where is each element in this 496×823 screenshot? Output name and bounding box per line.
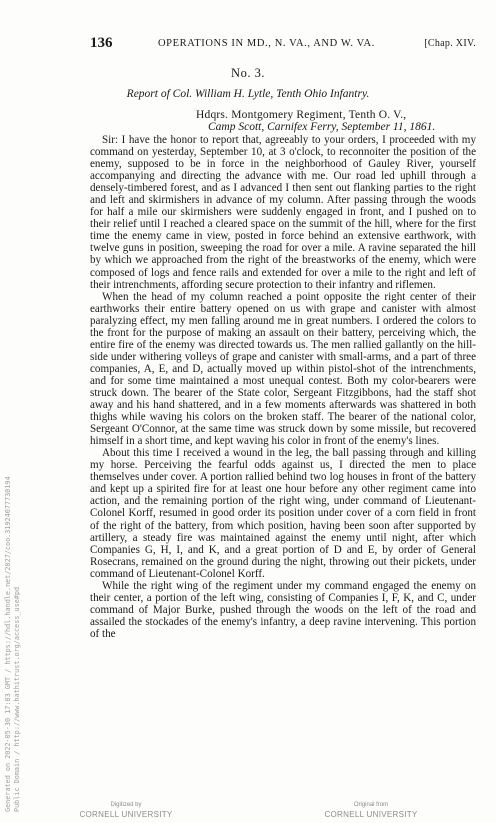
paragraph: When the head of my column reached a point opposite the right center of their earthworks their entire battery opened on us with grape and canister with almost paralyzing effect, my men falling around me in great numbers. I ordered the colors to the front for the purpose of making an assault on their battery, perceiving which, the entire fire of the enemy was directed towards us. The men rallied gallantly on the hill-side under withering volleys of grape and canister with small-arms, and a part of three companies, A, E, and D, actually moved up within pistol-shot of the intrenchments, and for some time maintained a most unequal contest. Both my color-bearers were struck down. The bearer of the State color, Sergeant Fitzgibbons, had the staff shot away and his hand shattered, and in a few moments afterwards was shattered in both thighs while waving his colors on the broken staff. The bearer of the national color, Sergeant O'Connor, at the same time was struck down by some missile, but recovered himself in a short time, and kept waving his color in front of the enemy's lines.	[90, 290, 476, 448]
paragraph: About this time I received a wound in the leg, the ball passing through and killing my horse. Perceiving the fearful odds against us, I directed the men to place themselves under cover. A portion rallied behind two log houses in front of the battery and kept up a spirited fire for at least one hour before any other regiment came into action, and the remaining portion of the right wing, under command of Lieutenant-Colonel Korff, resumed in good order its position under cover of a corn field in front of the right of the battery, from which position, having been soon after supported by artillery, a steady fire was maintained against the enemy until night, after which Companies G, H, I, and K, and a great portion of D and E, by order of General Rosecrans, remained on the ground during the night, throwing out their pickets, under command of Lieutenant-Colonel Korff.	[90, 447, 476, 580]
place-date-line: Camp Scott, Carnifex Ferry, September 11, 1861.	[208, 121, 436, 133]
watermark-line: Generated on 2022-05-30 17:03 GMT / https://hdl.handle.net/2027/coo.31924077730194	[4, 476, 12, 812]
watermark-line: Public Domain / http://www.hathitrust.org/access_use#pd	[13, 586, 21, 812]
original-from-mark	[316, 801, 426, 819]
running-title: OPERATIONS IN MD., N. VA., AND W. VA.	[158, 38, 375, 49]
paragraph: While the right wing of the regiment under my command engaged the enemy on their center, a portion of the left wing, consisting of Companies I, F, K, and C, under command of Major Burke, pushed through the woods on the left of the road and assailed the stockades of the enemy's infantry, a deep ravine intervening. This portion of the	[90, 579, 476, 640]
hathitrust-side-watermark	[4, 430, 22, 812]
digitized-by-label: Digitized by	[110, 802, 142, 808]
original-from-label: Original from	[353, 802, 389, 808]
chapter-label: [Chap. XIV.	[424, 38, 476, 49]
original-from-institution: CORNELL UNIVERSITY	[324, 810, 418, 819]
digitization-footer	[0, 801, 496, 821]
report-body	[90, 134, 476, 640]
running-header	[90, 37, 476, 53]
paragraph: Sir: I have the honor to report that, agreeably to your orders, I proceeded with my command on yesterday, September 10, at 3 o'clock, to reconnoiter the position of the enemy, supposed to be in force in the neighborhood of Gauley River, yourself accompanying and directing the advance with me. Our road led uphill through a densely-timbered forest, and as I advanced I then sent out flanking parties to the right and left and skirmishers in advance of my column. After passing through the woods for half a mile our skirmishers were suddenly engaged in front, and I pushed on to their relief until I reached a cleared space on the summit of the hill, where for the first time the enemy came in view, posted in force behind an extensive earthwork, with twelve guns in position, sweeping the road for over a mile. A ravine separated the hill by which we approached from the right of the breastworks of the enemy, which were composed of logs and fence rails and extended for over a mile to the right and left of their intrenchments, affording secure protection to their infantry and riflemen.	[90, 134, 476, 291]
digitized-by-institution: CORNELL UNIVERSITY	[79, 810, 173, 819]
page-number: 136	[90, 35, 113, 51]
report-title: Report of Col. William H. Lytle, Tenth Ohio Infantry.	[126, 88, 370, 100]
digitized-by-mark	[78, 801, 174, 819]
headquarters-line: Hdqrs. Montgomery Regiment, Tenth O. V.,	[196, 109, 407, 121]
document-number: No. 3.	[231, 66, 265, 80]
